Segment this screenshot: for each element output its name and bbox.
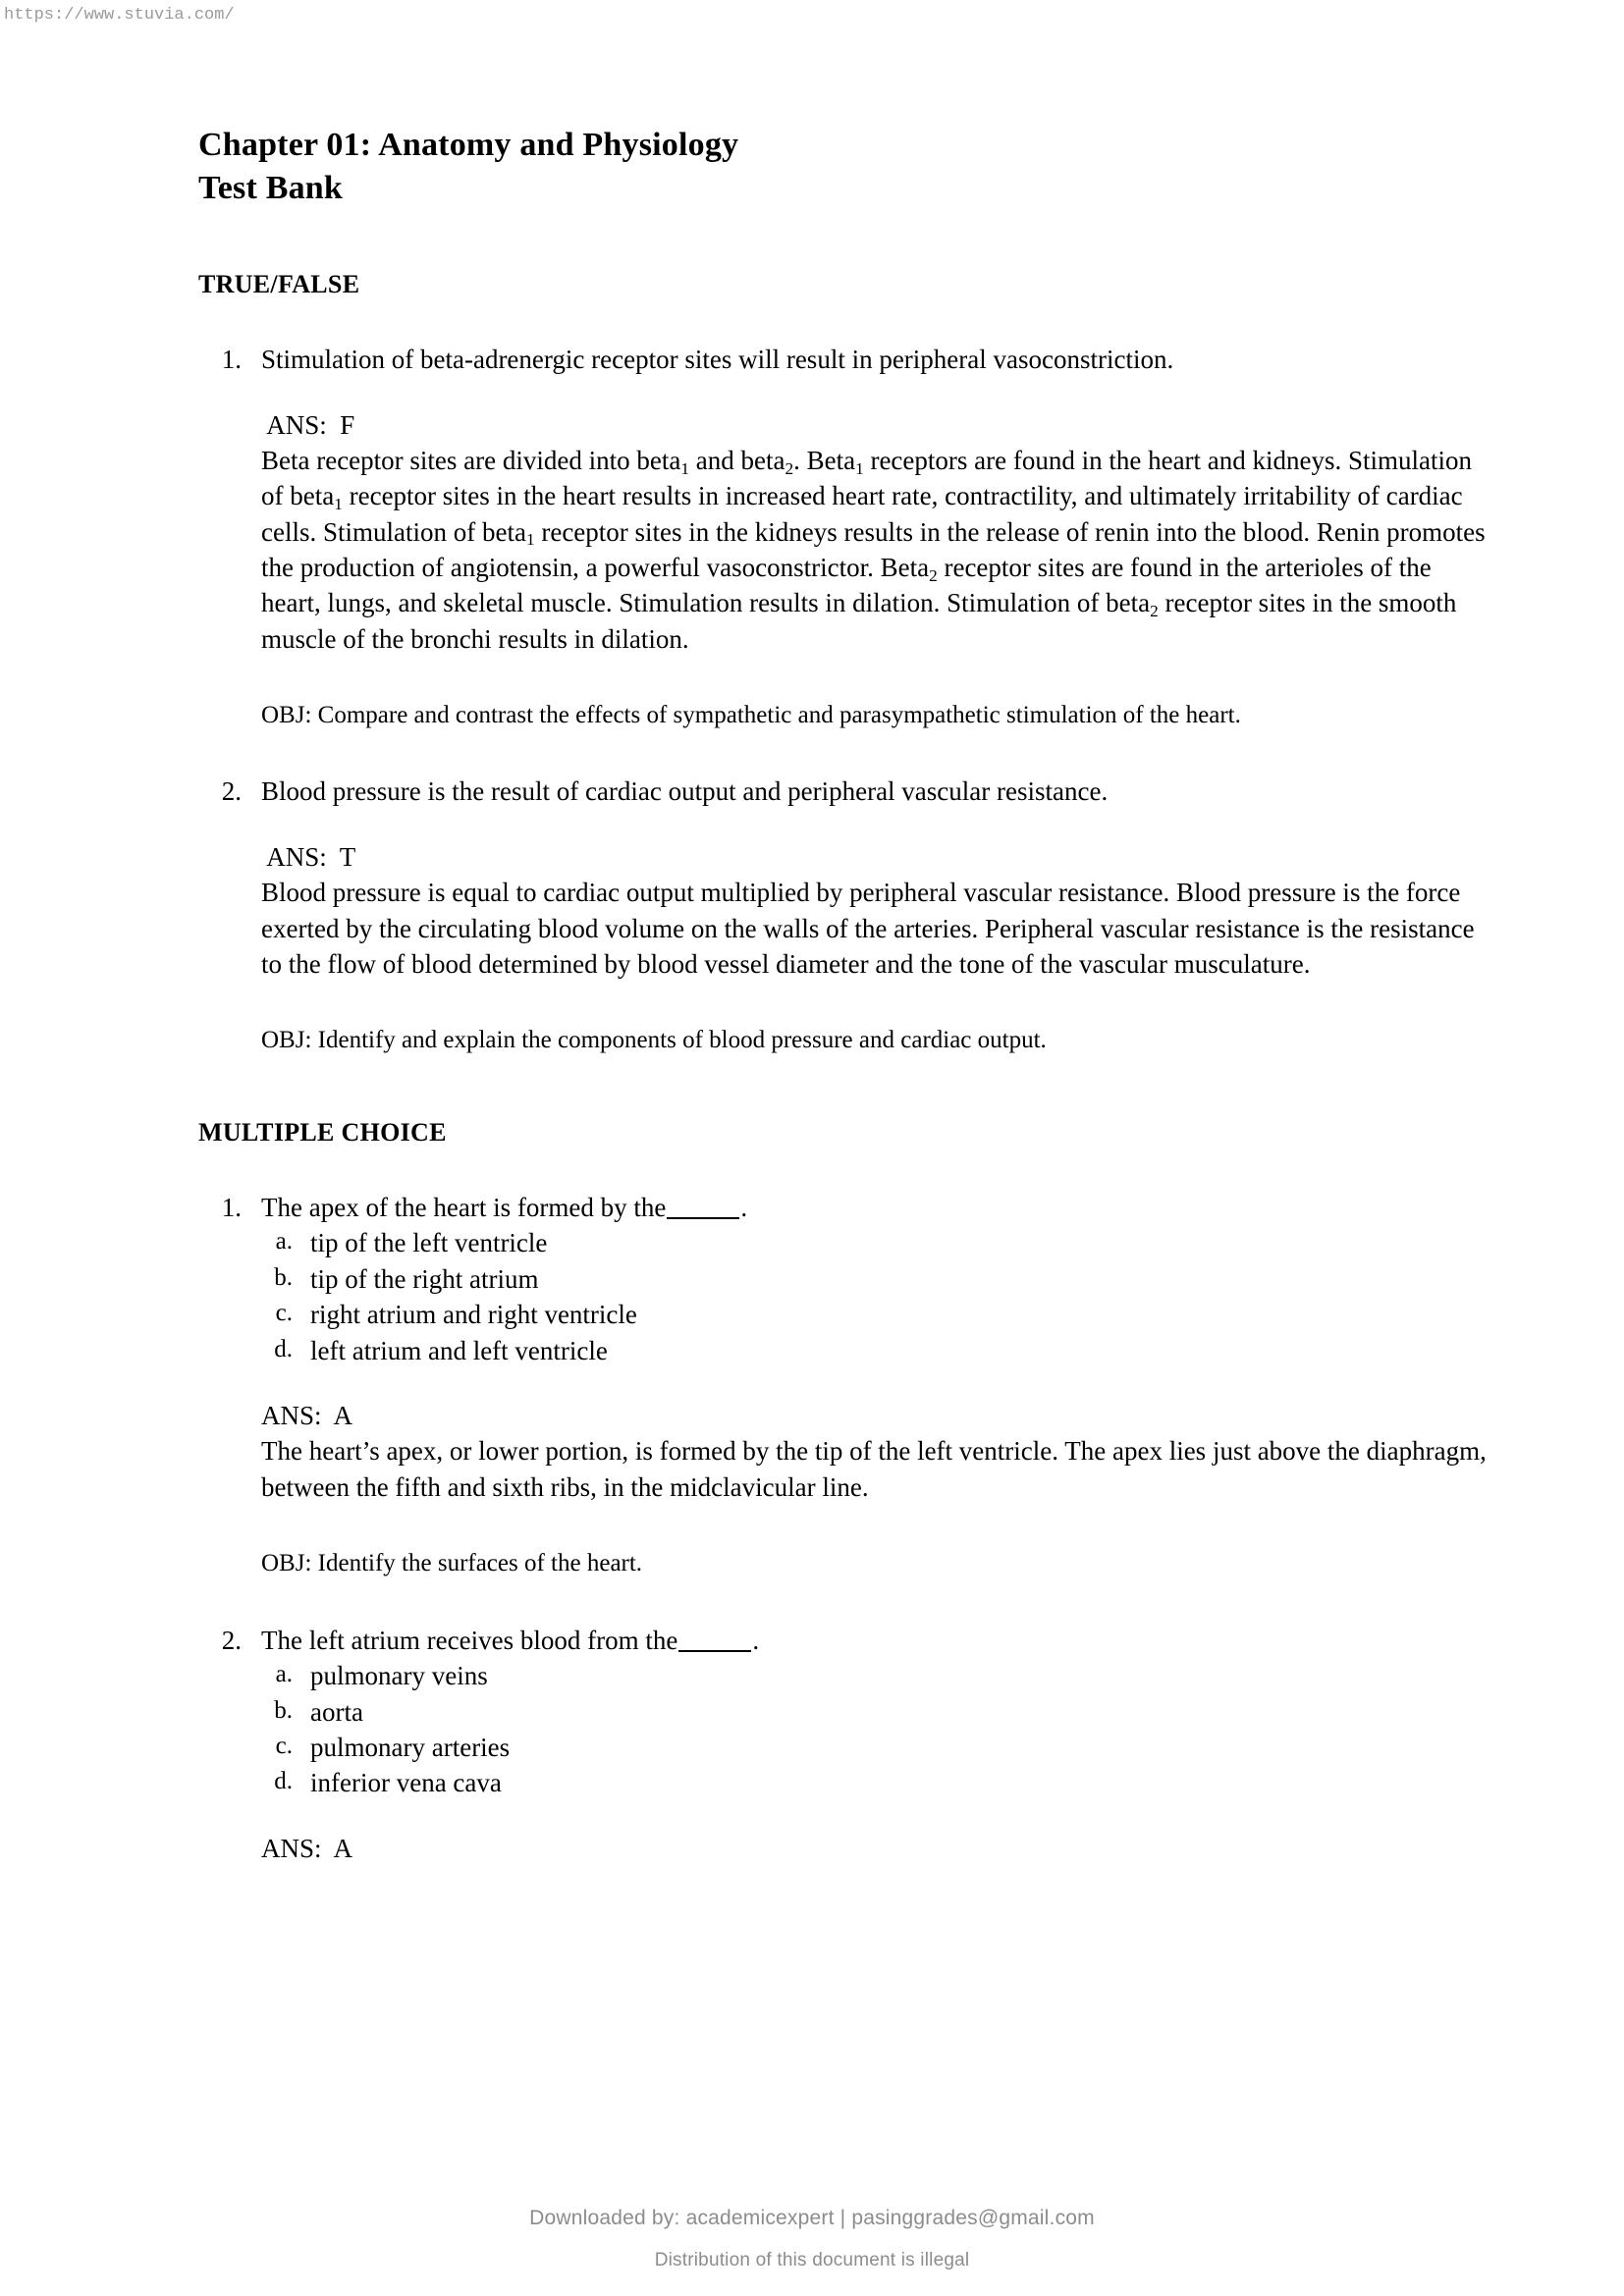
expl-seg: Beta receptor sites are divided into beta bbox=[261, 445, 681, 475]
page-footer bbox=[0, 2207, 1624, 2271]
option-list bbox=[261, 1658, 1494, 1801]
option-item-b[interactable] bbox=[261, 1694, 1494, 1730]
subscript-7: 2 bbox=[1150, 602, 1159, 621]
option-letter: d. bbox=[274, 1768, 293, 1795]
option-item-a[interactable] bbox=[261, 1225, 1494, 1260]
page-title bbox=[198, 124, 1494, 209]
answer-label: ANS: A bbox=[261, 1833, 353, 1863]
option-letter: a. bbox=[275, 1661, 293, 1688]
stem-before-blank: The apex of the heart is formed by the bbox=[261, 1192, 667, 1222]
option-text: tip of the right atrium bbox=[310, 1263, 539, 1294]
expl-seg: receptor sites in the smooth muscle of the bronchi results in dilation. bbox=[261, 588, 1457, 654]
objective-line: OBJ: Compare and contrast the effects of sympathetic and parasympathetic stimulation of the heart. bbox=[261, 701, 1241, 728]
footer-download-info: Downloaded by: academicexpert | pasinggrades@gmail.com bbox=[529, 2207, 1095, 2229]
option-item-c[interactable] bbox=[261, 1730, 1494, 1765]
option-text: tip of the left ventricle bbox=[310, 1228, 548, 1258]
answer-explanation: Blood pressure is equal to cardiac output multiplied by peripheral vascular resistance. Blood pressure is the force exerted by the circulating blood volume on the walls of the arteries. Peripheral vascular resistance is the resistance to the flow of blood determined by blood vessel diameter and the tone of the vascular musculature. bbox=[261, 878, 1475, 979]
stem-after-blank: . bbox=[740, 1192, 748, 1222]
option-item-d[interactable] bbox=[261, 1765, 1494, 1800]
option-letter: b. bbox=[274, 1263, 293, 1291]
question-text bbox=[261, 1191, 1494, 1226]
answer-label: ANS: F bbox=[261, 409, 355, 440]
option-letter: b. bbox=[274, 1696, 293, 1724]
expl-seg: receptor sites in the heart results in increased heart rate, contractility, and ultimately irritability of cardiac cells. Stimulation of beta bbox=[261, 481, 1463, 547]
question-number: 1. bbox=[221, 345, 242, 375]
option-letter: d. bbox=[274, 1335, 293, 1362]
question-text: Blood pressure is the result of cardiac output and peripheral vascular resistance. bbox=[261, 776, 1109, 807]
question-number: 2. bbox=[221, 1625, 242, 1655]
objective-line: OBJ: Identify the surfaces of the heart. bbox=[261, 1550, 643, 1577]
source-url-watermark: https://www.stuvia.com/ bbox=[4, 6, 235, 25]
option-list bbox=[261, 1225, 1494, 1368]
subscript-2: 2 bbox=[785, 458, 794, 478]
title-line-1: Chapter 01: Anatomy and Physiology bbox=[198, 127, 739, 163]
expl-seg: receptor sites in the kidneys results in the release of renin into the blood. Renin promotes the production of angiotensin, a powerful vasoconstrictor. Beta bbox=[261, 516, 1486, 582]
question-text: Stimulation of beta-adrenergic receptor sites will result in peripheral vasoconstriction. bbox=[261, 345, 1174, 375]
footer-distribution-notice: Distribution of this document is illegal bbox=[654, 2250, 970, 2270]
fill-in-blank-rule bbox=[667, 1217, 739, 1219]
answer-block bbox=[261, 1398, 1494, 1505]
subscript-6: 2 bbox=[929, 565, 938, 585]
option-text: pulmonary arteries bbox=[310, 1733, 511, 1763]
subscript-1: 1 bbox=[680, 458, 689, 478]
question-item bbox=[198, 774, 1494, 810]
expl-seg: . Beta bbox=[793, 445, 856, 475]
question-item bbox=[198, 1624, 1494, 1659]
question-number: 2. bbox=[221, 776, 242, 807]
objective-line: OBJ: Identify and explain the components of blood pressure and cardiac output. bbox=[261, 1027, 1047, 1054]
stem-after-blank: . bbox=[752, 1625, 760, 1655]
document-content bbox=[198, 124, 1494, 1866]
expl-seg: and beta bbox=[688, 445, 785, 475]
subscript-3: 1 bbox=[855, 458, 864, 478]
subscript-4: 1 bbox=[334, 495, 343, 514]
title-line-2: Test Bank bbox=[198, 169, 343, 206]
option-item-c[interactable] bbox=[261, 1297, 1494, 1332]
section-heading-true-false: TRUE/FALSE bbox=[198, 270, 360, 299]
answer-explanation bbox=[261, 443, 1494, 657]
question-text bbox=[261, 1624, 1494, 1659]
expl-seg: receptors are found in the heart and kidneys. Stimulation of beta bbox=[261, 445, 1473, 511]
section-heading-multiple-choice: MULTIPLE CHOICE bbox=[198, 1117, 447, 1147]
option-letter: a. bbox=[275, 1228, 293, 1255]
stem-before-blank: The left atrium receives blood from the bbox=[261, 1625, 678, 1655]
expl-seg: receptor sites are found in the arterioles of the heart, lungs, and skeletal muscle. Stimulation results in dilation. Stimulation of beta bbox=[261, 552, 1432, 618]
option-item-a[interactable] bbox=[261, 1658, 1494, 1693]
answer-block bbox=[261, 407, 1494, 657]
option-text: aorta bbox=[310, 1696, 363, 1727]
option-item-d[interactable] bbox=[261, 1333, 1494, 1368]
option-text: left atrium and left ventricle bbox=[310, 1335, 608, 1365]
answer-explanation: The heart’s apex, or lower portion, is formed by the tip of the left ventricle. The apex lies just above the diaphragm, between the fifth and sixth ribs, in the midclavicular line. bbox=[261, 1436, 1487, 1502]
question-item bbox=[198, 343, 1494, 378]
answer-label: ANS: A bbox=[261, 1401, 353, 1431]
answer-label: ANS: T bbox=[261, 841, 356, 872]
fill-in-blank-rule bbox=[678, 1650, 751, 1652]
option-text: pulmonary veins bbox=[310, 1661, 488, 1691]
answer-block bbox=[261, 839, 1494, 982]
option-text: right atrium and right ventricle bbox=[310, 1300, 637, 1330]
option-letter: c. bbox=[275, 1733, 293, 1760]
question-item bbox=[198, 1191, 1494, 1226]
answer-block bbox=[261, 1831, 1494, 1866]
question-number: 1. bbox=[221, 1192, 242, 1222]
option-letter: c. bbox=[275, 1300, 293, 1327]
option-item-b[interactable] bbox=[261, 1261, 1494, 1297]
option-text: inferior vena cava bbox=[310, 1768, 502, 1798]
subscript-5: 1 bbox=[525, 530, 535, 550]
